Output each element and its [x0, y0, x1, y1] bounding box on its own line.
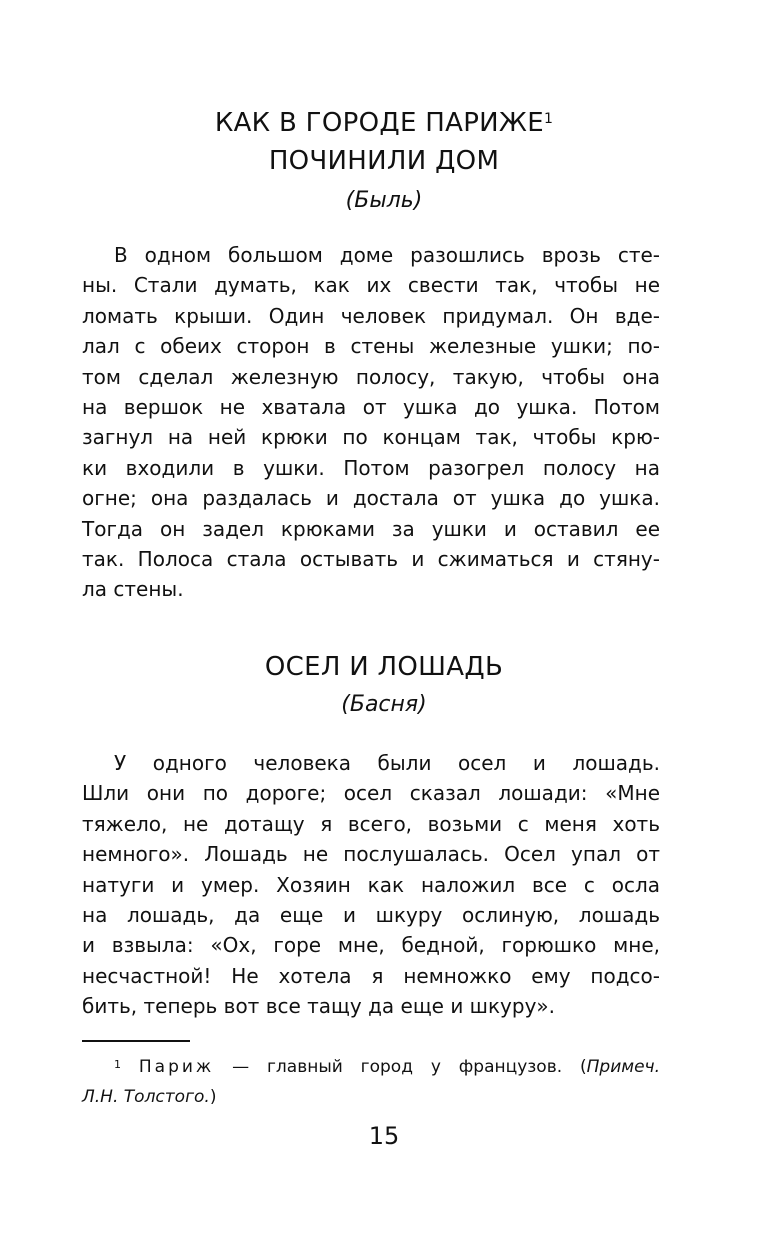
text-line: и взвыла: «Ох, горе мне, бедной, горюшко мне,: [82, 933, 660, 958]
footnote-author: Л.Н. Толстого.: [82, 1087, 210, 1107]
text-line: У одного человека были осел и лошадь.: [114, 751, 660, 775]
text-line: Шли они по дороге; осел сказал лошади: «Мне: [82, 781, 660, 806]
text-line: на лошадь, да еще и шкуру ослиную, лошадь: [82, 903, 660, 928]
text-line: тяжело, не дотащу я всего, возьми с меня хоть: [82, 811, 660, 836]
text-line: ны. Стали думать, как их свести так, чтобы не: [82, 273, 660, 298]
text-line: натуги и умер. Хозяин как наложил все с осла: [82, 872, 660, 897]
story-title-line2: ПОЧИНИЛИ ДОМ: [268, 146, 500, 176]
text-line: так. Полоса стала остывать и сжиматься и стяну-: [82, 547, 660, 572]
text-line: том сделал железную полосу, такую, чтобы она: [82, 364, 660, 389]
text-line: ла стены.: [82, 577, 184, 602]
footnote-line: [82, 1052, 660, 1082]
text-line: лал с обеих сторон в стены железные ушки; по-: [82, 334, 660, 359]
story-genre: (Быль): [345, 188, 423, 213]
story-title-line1: КАК В ГОРОДЕ ПАРИЖЕ: [214, 108, 544, 138]
footnote-term: Париж: [138, 1057, 215, 1077]
footnote-text: — главный город у французов. (: [214, 1057, 587, 1077]
footnote-reference[interactable]: 1: [543, 111, 554, 127]
text-line: на вершок не хватала от ушка до ушка. Потом: [82, 395, 660, 420]
text-line: ки входили в ушки. Потом разогрел полосу на: [82, 455, 660, 480]
text-line: бить, теперь вот все тащу да еще и шкуру».: [82, 994, 556, 1019]
footnote-close: ): [209, 1087, 217, 1107]
text-line: немного». Лошадь не послушалась. Осел упал от: [82, 842, 660, 867]
footnote-marker: 1: [114, 1058, 121, 1071]
text-line: огне; она раздалась и достала от ушка до ушка.: [82, 486, 660, 511]
story-title: [0, 104, 768, 142]
footnote-divider: [82, 1040, 190, 1042]
story-genre: (Басня): [341, 692, 427, 717]
text-line: несчастной! Не хотела я немножко ему подсо-: [82, 963, 660, 988]
text-line: загнул на ней крюки по концам так, чтобы крю-: [82, 425, 660, 450]
text-line: ломать крыши. Один человек придумал. Он вде-: [82, 303, 660, 328]
text-line: Тогда он задел крюками за ушки и оставил ее: [82, 516, 660, 541]
footnote-note: Примеч.: [586, 1057, 660, 1077]
story-text: [82, 748, 660, 1022]
page-number: 15: [368, 1122, 400, 1150]
story-title: ОСЕЛ И ЛОШАДЬ: [264, 652, 504, 682]
footnote-line: [82, 1082, 660, 1112]
footnote: [82, 1052, 660, 1112]
story-text: [82, 240, 660, 605]
text-line: В одном большом доме разошлись врозь сте-: [114, 243, 660, 267]
